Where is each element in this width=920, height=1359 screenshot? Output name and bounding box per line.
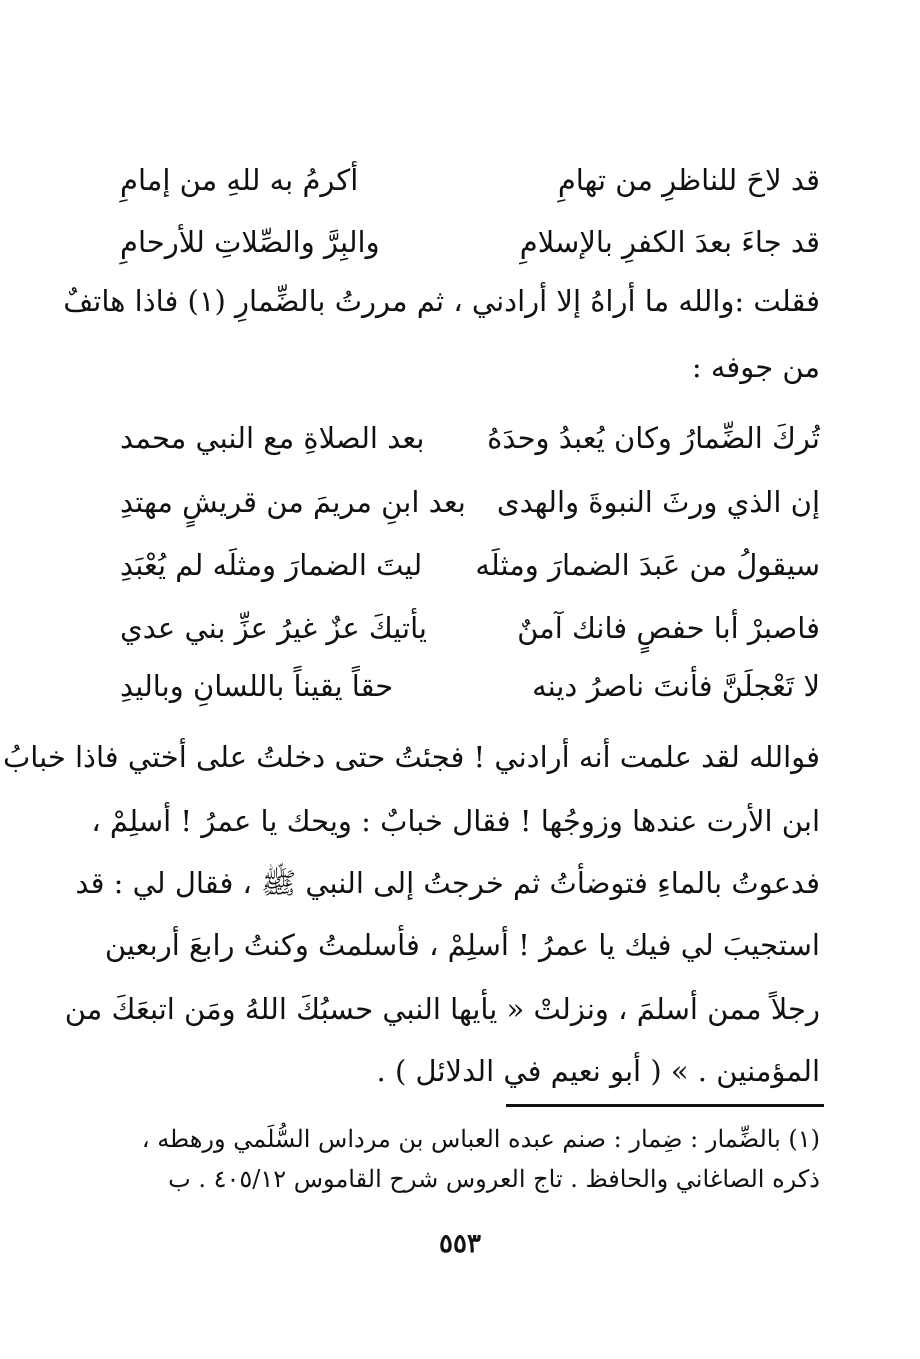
verse-line [120, 150, 820, 210]
verse-first-hemistich: فاصبرْ أبا حفصٍ فانك آمنٌ [517, 611, 820, 645]
verse-second-hemistich: حقاً يقيناً باللسانِ وباليدِ [120, 669, 394, 703]
prose-line: فوالله لقد علمت أنه أرادني ! فجئتُ حتى دخلتُ على أختي فاذا خبابُ [2, 740, 820, 774]
verse-line [120, 472, 820, 532]
verse-second-hemistich: ليتَ الضمارَ ومثلَه لم يُعْبَدِ [120, 548, 423, 582]
verse-line [120, 408, 820, 468]
prose-line: ابن الأرت عندها وزوجُها ! فقال خبابٌ : ويحك يا عمرُ ! أسلِمْ ، [91, 804, 820, 838]
prose-line: من جوفه : [691, 350, 820, 384]
verse-first-hemistich: تُركَ الضِّمارُ وكان يُعبدُ وحدَهُ [487, 421, 820, 455]
verse-first-hemistich: قد جاءَ بعدَ الكفرِ بالإسلامِ [519, 225, 820, 259]
prose-line: رجلاً ممن أسلمَ ، ونزلتْ « يأيها النبي حسبُكَ اللهُ ومَن اتبعَكَ من [64, 992, 820, 1026]
verse-second-hemistich: أكرمُ به للهِ من إمامِ [120, 163, 359, 197]
verse-second-hemistich: والبِرَّ والصِّلاتِ للأرحامِ [120, 225, 380, 259]
verse-first-hemistich: سيقولُ من عَبدَ الضمارَ ومثلَه [475, 548, 820, 582]
prose-line: استجيبَ لي فيك يا عمرُ ! أسلِمْ ، فأسلمتُ وكنتُ رابعَ أربعين [104, 928, 820, 962]
verse-second-hemistich: بعد الصلاةِ مع النبي محمد [120, 421, 425, 455]
verse-line [120, 212, 820, 272]
footnote-line: ذكره الصاغاني والحافظ . تاج العروس شرح القاموس ٤٠٥/١٢ . ب [168, 1165, 820, 1193]
verse-line [120, 598, 820, 658]
footnote-divider [506, 1104, 824, 1107]
verse-first-hemistich: قد لاحَ للناظرِ من تهامِ [557, 163, 820, 197]
verse-first-hemistich: لا تَعْجلَنَّ فأنتَ ناصرُ دينه [532, 669, 820, 703]
prose-line: فدعوتُ بالماءِ فتوضأتُ ثم خرجتُ إلى النبي ﷺ ، فقال لي : قد [75, 866, 820, 900]
prose-line: فقلت :والله ما أراهُ إلا أرادني ، ثم مررتُ بالضِّمارِ (١) فاذا هاتفٌ [63, 284, 820, 318]
page-number: ٥٥٣ [439, 1229, 481, 1259]
prose-line: المؤمنين . » ( أبو نعيم في الدلائل ) . [376, 1054, 820, 1088]
verse-line [120, 656, 820, 716]
footnote-line: (١) بالضِّمار : ضِمار : صنم عبده العباس بن مرداس السُّلَمي ورهطه ، [141, 1125, 820, 1153]
verse-line [120, 535, 820, 595]
verse-second-hemistich: بعد ابنِ مريمَ من قريشٍ مهتدِ [120, 485, 466, 519]
verse-first-hemistich: إن الذي ورثَ النبوةَ والهدى [496, 485, 820, 519]
verse-second-hemistich: يأتيكَ عزٌ غيرُ عزِّ بني عدي [120, 611, 428, 645]
